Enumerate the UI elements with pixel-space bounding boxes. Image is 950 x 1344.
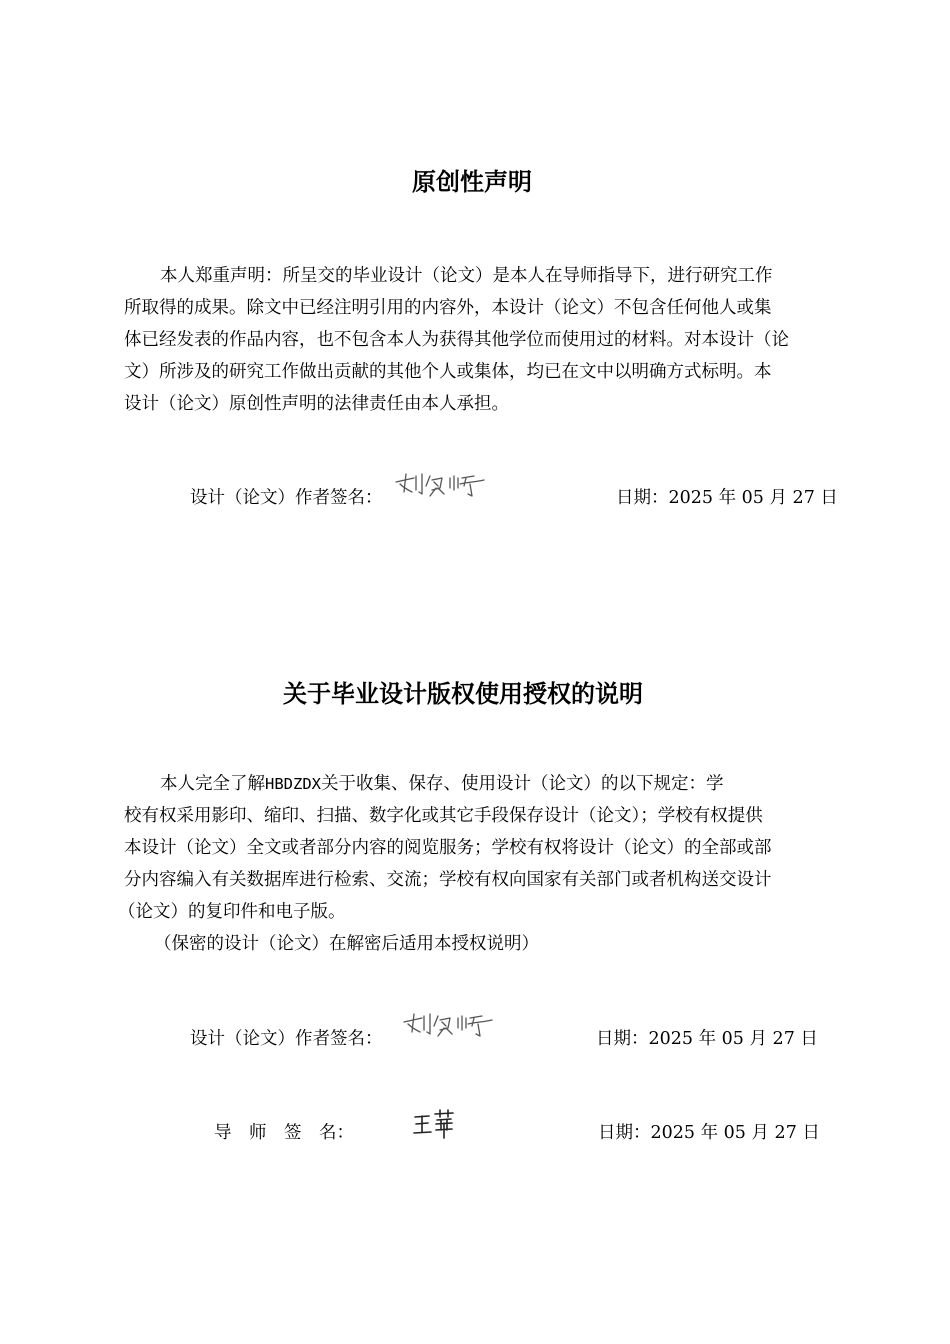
authorization-title: 关于毕业设计版权使用授权的说明 bbox=[283, 680, 643, 708]
declaration-line-5: 设计（论文）原创性声明的法律责任由本人承担。 bbox=[124, 394, 509, 414]
declaration-line-4: 文）所涉及的研究工作做出贡献的其他个人或集体，均已在文中以明确方式标明。本 bbox=[124, 362, 772, 382]
authorization-line-4: 分内容编入有关数据库进行检索、交流；学校有权向国家有关部门或者机构送交设计 bbox=[124, 870, 772, 890]
authorization-line-1-suffix: 关于收集、保存、使用设计（论文）的以下规定：学 bbox=[321, 774, 724, 794]
authorization-note: （保密的设计（论文）在解密后适用本授权说明） bbox=[154, 934, 539, 954]
declaration-line-2: 所取得的成果。除文中已经注明引用的内容外，本设计（论文）不包含任何他人或集 bbox=[124, 298, 772, 318]
declaration-line-3: 体已经发表的作品内容，也不包含本人为获得其他学位而使用过的材料。对本设计（论 bbox=[124, 330, 789, 350]
declaration-line-1: 本人郑重声明：所呈交的毕业设计（论文）是本人在导师指导下，进行研究工作 bbox=[160, 266, 773, 286]
handwritten-signature-icon bbox=[412, 1108, 460, 1140]
school-code: HBDZDX bbox=[265, 775, 321, 793]
authorization-line-2: 校有权采用影印、缩印、扫描、数字化或其它手段保存设计（论文）；学校有权提供 bbox=[124, 806, 763, 826]
authorization-line-3: 本设计（论文）全文或者部分内容的阅览服务；学校有权将设计（论文）的全部或部 bbox=[124, 838, 772, 858]
authorization-author-date: 日期：2025 年 05 月 27 日 bbox=[596, 1029, 818, 1049]
declaration-author-label: 设计（论文）作者签名： bbox=[190, 488, 383, 508]
authorization-line-5: （论文）的复印件和电子版。 bbox=[118, 902, 346, 922]
declaration-date: 日期：2025 年 05 月 27 日 bbox=[616, 488, 838, 508]
authorization-line-1 bbox=[160, 770, 724, 795]
author-signature-2 bbox=[400, 1008, 500, 1044]
advisor-date: 日期：2025 年 05 月 27 日 bbox=[598, 1123, 820, 1143]
author-signature-1 bbox=[392, 470, 492, 504]
advisor-label: 导 师 签 名： bbox=[214, 1123, 354, 1143]
handwritten-signature-icon bbox=[392, 470, 492, 504]
advisor-signature bbox=[412, 1108, 460, 1140]
authorization-author-label: 设计（论文）作者签名： bbox=[190, 1029, 383, 1049]
declaration-title: 原创性声明 bbox=[412, 168, 532, 196]
handwritten-signature-icon bbox=[400, 1008, 500, 1044]
authorization-line-1-prefix: 本人完全了解 bbox=[160, 774, 265, 794]
